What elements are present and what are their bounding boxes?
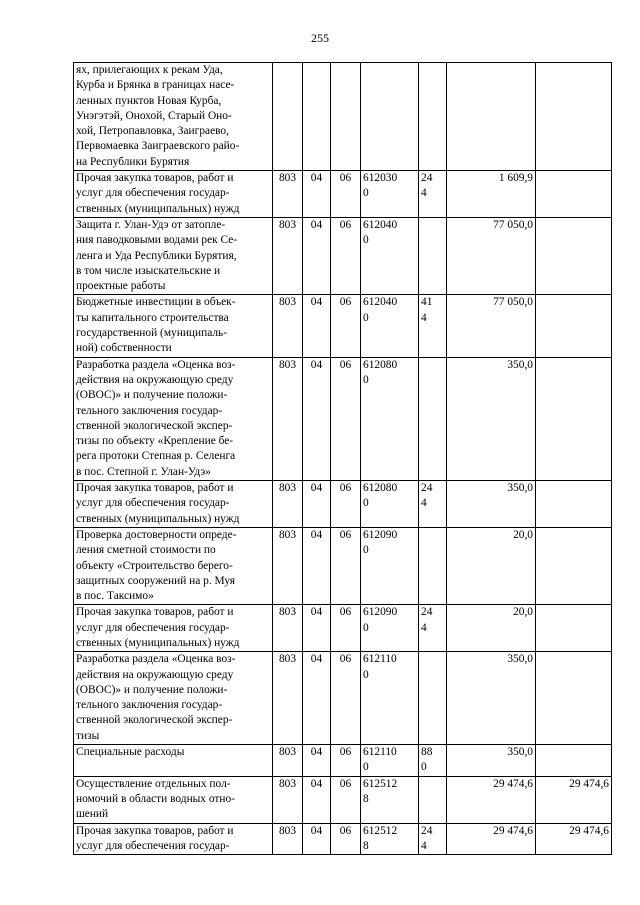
row-vr-line: 24: [421, 824, 433, 837]
row-csr-line: 612090: [363, 528, 398, 541]
row-name-line: услуг для обеспечения государ-: [76, 497, 230, 510]
row-ved: 803: [273, 171, 303, 218]
row-name: [74, 295, 273, 357]
row-csr-line: 0: [363, 497, 369, 510]
row-name-line: ственных (муниципальных) нужд: [76, 512, 240, 525]
row-name-line: номочий в области водных отно-: [76, 792, 235, 805]
row-name: [74, 357, 273, 480]
row-name: [74, 171, 273, 218]
row-name-line: Защита г. Улан-Удэ от затопле-: [76, 218, 226, 231]
row-ved: [273, 63, 303, 171]
row-name-line: Осуществление отдельных пол-: [76, 777, 231, 790]
row-amount: [447, 63, 536, 171]
row-name-line: ях, прилегающих к рекам Уда,: [76, 64, 223, 76]
row-csr-line: 612030: [363, 172, 398, 185]
row-csr: [361, 527, 419, 604]
row-pr: 06: [331, 295, 361, 357]
row-csr: [361, 745, 419, 777]
row-name-line: Специальные расходы: [76, 746, 185, 759]
row-amount-2: [536, 295, 612, 357]
row-name: [74, 527, 273, 604]
row-csr-line: 8: [363, 792, 369, 805]
row-name-line: шений: [76, 808, 109, 821]
row-name-line: государственной (муниципаль-: [76, 327, 228, 340]
row-vr: [419, 171, 447, 218]
row-name-line: ления сметной стоимости по: [76, 544, 216, 557]
row-vr-line: 24: [421, 172, 433, 185]
table-row: [74, 295, 612, 357]
row-name-line: Первомаевка Заиграевского райо-: [76, 140, 240, 153]
row-name-line: Курба и Брянка в границах насе-: [76, 79, 235, 92]
row-csr-line: 0: [363, 621, 369, 634]
row-name: [74, 652, 273, 745]
row-csr-line: 612080: [363, 482, 398, 495]
row-pr: 06: [331, 217, 361, 294]
row-pr: [331, 63, 361, 171]
row-amount-2: [536, 481, 612, 528]
row-name-line: тизы по объекту «Крепление бе-: [76, 435, 234, 448]
table-row: [74, 652, 612, 745]
row-ved: 803: [273, 217, 303, 294]
row-pr: 06: [331, 527, 361, 604]
row-amount: 1 609,9: [447, 171, 536, 218]
row-name: [74, 605, 273, 652]
row-ved: 803: [273, 652, 303, 745]
row-pr: 06: [331, 357, 361, 480]
row-rz: 04: [303, 295, 331, 357]
table-body: [74, 63, 612, 855]
row-name-line: Разработка раздела «Оценка воз-: [76, 358, 236, 371]
row-vr: [419, 481, 447, 528]
table-row: [74, 481, 612, 528]
row-name-line: в пос. Таксимо»: [76, 590, 154, 603]
row-name-line: ты капитального строительства: [76, 311, 229, 324]
row-ved: 803: [273, 776, 303, 823]
row-csr: [361, 295, 419, 357]
row-ved: 803: [273, 527, 303, 604]
row-amount-2: [536, 527, 612, 604]
row-name-line: тизы: [76, 729, 100, 742]
row-vr: [419, 776, 447, 823]
row-csr: [361, 357, 419, 480]
row-vr-line: 88: [421, 746, 433, 759]
row-vr-line: 4: [421, 311, 427, 324]
row-vr: [419, 295, 447, 357]
row-vr-line: 4: [421, 839, 427, 852]
row-name-line: рега протоки Степная р. Селенга: [76, 450, 236, 463]
row-ved: 803: [273, 823, 303, 855]
row-csr-line: 8: [363, 839, 369, 852]
row-name: [74, 823, 273, 855]
row-name-line: действия на окружающую среду: [76, 668, 234, 681]
row-csr-line: 612080: [363, 358, 398, 371]
row-vr: [419, 745, 447, 777]
table-row: [74, 63, 612, 171]
row-amount: 350,0: [447, 357, 536, 480]
row-csr-line: 0: [363, 187, 369, 200]
row-amount-2: [536, 217, 612, 294]
row-rz: 04: [303, 745, 331, 777]
row-csr-line: 0: [363, 373, 369, 386]
row-name-line: на Республики Бурятия: [76, 155, 190, 168]
row-vr: [419, 63, 447, 171]
row-name-line: ной) собственности: [76, 342, 172, 355]
row-pr: 06: [331, 745, 361, 777]
row-csr-line: 0: [363, 311, 369, 324]
row-name-line: хой, Петропавловка, Заиграево,: [76, 125, 229, 138]
row-rz: 04: [303, 527, 331, 604]
row-pr: 06: [331, 776, 361, 823]
row-name-line: объекту «Строительство берего-: [76, 559, 233, 572]
row-csr-line: 612090: [363, 606, 398, 619]
row-amount-2: [536, 63, 612, 171]
row-name-line: проектные работы: [76, 280, 166, 293]
row-rz: 04: [303, 605, 331, 652]
row-csr: [361, 63, 419, 171]
row-amount: 77 050,0: [447, 295, 536, 357]
row-amount: 29 474,6: [447, 776, 536, 823]
row-ved: 803: [273, 295, 303, 357]
row-name-line: услуг для обеспечения государ-: [76, 187, 230, 200]
row-csr-line: 0: [363, 668, 369, 681]
row-vr: [419, 217, 447, 294]
row-rz: 04: [303, 171, 331, 218]
row-name-line: тельного заключения государ-: [76, 699, 223, 712]
row-name: [74, 63, 273, 171]
row-rz: 04: [303, 652, 331, 745]
row-name: [74, 217, 273, 294]
row-vr-line: 4: [421, 621, 427, 634]
row-rz: 04: [303, 823, 331, 855]
row-amount-2: [536, 745, 612, 777]
row-csr-line: 0: [363, 544, 369, 557]
row-pr: 06: [331, 481, 361, 528]
row-name-line: Бюджетные инвестиции в объек-: [76, 296, 236, 309]
row-csr-line: 612512: [363, 777, 398, 790]
row-name-line: услуг для обеспечения государ-: [76, 621, 230, 634]
row-name-line: Прочая закупка товаров, работ и: [76, 824, 234, 837]
table-row: [74, 745, 612, 777]
table-row: [74, 527, 612, 604]
row-ved: 803: [273, 745, 303, 777]
row-name-line: Прочая закупка товаров, работ и: [76, 482, 234, 495]
row-name-line: Проверка достоверности опреде-: [76, 528, 237, 541]
row-pr: 06: [331, 823, 361, 855]
table-row: [74, 217, 612, 294]
row-amount-2: [536, 652, 612, 745]
row-name-line: услуг для обеспечения государ-: [76, 839, 230, 852]
row-name-line: действия на окружающую среду: [76, 373, 234, 386]
budget-table: [73, 62, 612, 855]
row-csr: [361, 776, 419, 823]
row-pr: 06: [331, 605, 361, 652]
row-csr: [361, 605, 419, 652]
row-vr: [419, 605, 447, 652]
row-rz: [303, 63, 331, 171]
row-csr-line: 612040: [363, 296, 398, 309]
row-vr-line: 4: [421, 187, 427, 200]
row-amount: 20,0: [447, 527, 536, 604]
row-vr-line: 24: [421, 606, 433, 619]
table-row: [74, 776, 612, 823]
row-pr: 06: [331, 171, 361, 218]
row-name-line: (ОВОС)» и получение положи-: [76, 389, 228, 402]
row-amount-2: [536, 171, 612, 218]
row-vr: [419, 357, 447, 480]
row-name-line: ственных (муниципальных) нужд: [76, 202, 240, 215]
row-name-line: ния паводковыми водами рек Се-: [76, 234, 238, 247]
row-name-line: Прочая закупка товаров, работ и: [76, 606, 234, 619]
row-vr-line: 24: [421, 482, 433, 495]
row-name-line: ленных пунктов Новая Курба,: [76, 94, 222, 107]
row-name: [74, 745, 273, 777]
row-amount: 77 050,0: [447, 217, 536, 294]
row-vr-line: 41: [421, 296, 433, 309]
row-vr: [419, 652, 447, 745]
row-amount-2: [536, 357, 612, 480]
row-pr: 06: [331, 652, 361, 745]
row-ved: 803: [273, 605, 303, 652]
row-rz: 04: [303, 357, 331, 480]
row-csr-line: 612110: [363, 746, 397, 759]
row-name-line: в пос. Степной г. Улан-Удэ»: [76, 465, 211, 478]
row-name-line: ственной экологической экспер-: [76, 714, 233, 727]
row-csr: [361, 217, 419, 294]
row-name: [74, 776, 273, 823]
row-ved: 803: [273, 357, 303, 480]
row-csr-line: 612040: [363, 218, 398, 231]
table-row: [74, 605, 612, 652]
row-name-line: ленга и Уда Республики Бурятия,: [76, 249, 237, 262]
row-amount: 350,0: [447, 481, 536, 528]
table-row: [74, 823, 612, 855]
row-rz: 04: [303, 481, 331, 528]
row-csr-line: 612110: [363, 653, 397, 666]
row-amount: 350,0: [447, 652, 536, 745]
row-name-line: ственной экологической экспер-: [76, 419, 233, 432]
row-ved: 803: [273, 481, 303, 528]
row-csr-line: 0: [363, 234, 369, 247]
row-amount: 20,0: [447, 605, 536, 652]
row-name-line: защитных сооружений на р. Муя: [76, 574, 236, 587]
row-amount-2: 29 474,6: [536, 776, 612, 823]
row-name-line: Унэгэтэй, Онохой, Старый Оно-: [76, 109, 232, 122]
row-name-line: ственных (муниципальных) нужд: [76, 636, 240, 649]
row-vr-line: 0: [421, 761, 427, 774]
row-vr: [419, 527, 447, 604]
row-name-line: тельного заключения государ-: [76, 404, 223, 417]
row-name-line: в том числе изыскательские и: [76, 264, 221, 277]
row-vr: [419, 823, 447, 855]
row-rz: 04: [303, 217, 331, 294]
page-number: 255: [311, 31, 329, 45]
row-csr: [361, 823, 419, 855]
row-amount-2: 29 474,6: [536, 823, 612, 855]
row-amount: 29 474,6: [447, 823, 536, 855]
row-rz: 04: [303, 776, 331, 823]
row-name-line: (ОВОС)» и получение положи-: [76, 683, 228, 696]
row-amount-2: [536, 605, 612, 652]
row-csr: [361, 171, 419, 218]
row-csr-line: 0: [363, 761, 369, 774]
row-name-line: Прочая закупка товаров, работ и: [76, 172, 234, 185]
row-name: [74, 481, 273, 528]
row-amount: 350,0: [447, 745, 536, 777]
row-csr-line: 612512: [363, 824, 398, 837]
row-csr: [361, 652, 419, 745]
row-csr: [361, 481, 419, 528]
row-name-line: Разработка раздела «Оценка воз-: [76, 653, 236, 666]
table-row: [74, 171, 612, 218]
row-vr-line: 4: [421, 497, 427, 510]
table-row: [74, 357, 612, 480]
